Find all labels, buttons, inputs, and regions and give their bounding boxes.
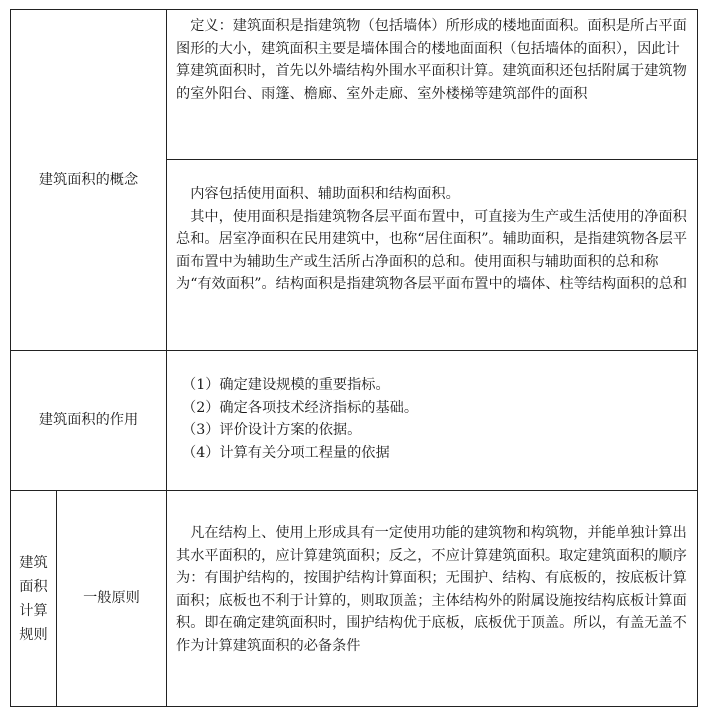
table-border-right (697, 9, 698, 707)
rules-label-text: 建筑面积计算规则 (19, 554, 48, 643)
row-divider (166, 159, 698, 160)
concept-label (11, 10, 166, 350)
concept-definition-cell (176, 15, 688, 105)
function-label-text: 建筑面积的作用 (38, 412, 139, 429)
function-label (11, 351, 166, 490)
rules-sublabel-text: 一般原则 (83, 590, 140, 607)
rules-text: 凡在结构上、使用上形成具有一定使用功能的建筑物和构筑物，并能单独计算出其水平面积的，应计算建筑面积；反之，不应计算建筑面积。取定建筑面积的顺序为：有围护结构的，按围护结构计算面积；无围护、结构、有底板的，按底板计算面积；底板也不利于计算的，则取顶盖；主体结构外的附属设施按结构底板计算面积。即在确定建筑面积时，围护结构优于底板，底板优于顶盖。所以，有盖无盖不作为计算建筑面积的必备条件 (176, 525, 687, 654)
table-border-bottom (10, 706, 698, 707)
list-item: （2）确定各项技术经济指标的基础。 (182, 399, 419, 416)
list-item: （4）计算有关分项工程量的依据 (182, 444, 390, 461)
list-item: （3）评价设计方案的依据。 (182, 422, 362, 439)
rules-sublabel (57, 491, 166, 706)
rules-label (11, 491, 56, 706)
rules-text-cell (176, 522, 688, 658)
list-item: （1）确定建设规模的重要指标。 (182, 377, 390, 393)
concept-content-detail: 其中，使用面积是指建筑物各层平面布置中，可直接为生产或生活使用的净面积总和。居室净面积在民用建筑中，也称“居住面积”。辅助面积，是指建筑物各层平面布置中为辅助生产或生活所占净面积的总和。使用面积与辅助面积的总和称为“有效面积”。结构面积是指建筑物各层平面布置中的墙体、柱等结构面积的总和 (176, 208, 688, 293)
column-divider (166, 9, 167, 707)
concept-definition: 定义：建筑面积是指建筑物（包括墙体）所形成的楼地面面积。面积是所占平面图形的大小，建筑面积主要是墙体围合的楼地面面积（包括墙体的面积），因此计算建筑面积时，首先以外墙结构外围水平面积计算。建筑面积还包括附属于建筑物的室外阳台、雨篷、檐廊、室外走廊、室外楼梯等建筑部件的面积 (176, 18, 687, 102)
concept-label-text: 建筑面积的概念 (38, 171, 139, 188)
concept-content-cell (176, 183, 688, 296)
concept-content-intro: 内容包括使用面积、辅助面积和结构面积。 (190, 186, 460, 202)
function-list (182, 374, 682, 464)
